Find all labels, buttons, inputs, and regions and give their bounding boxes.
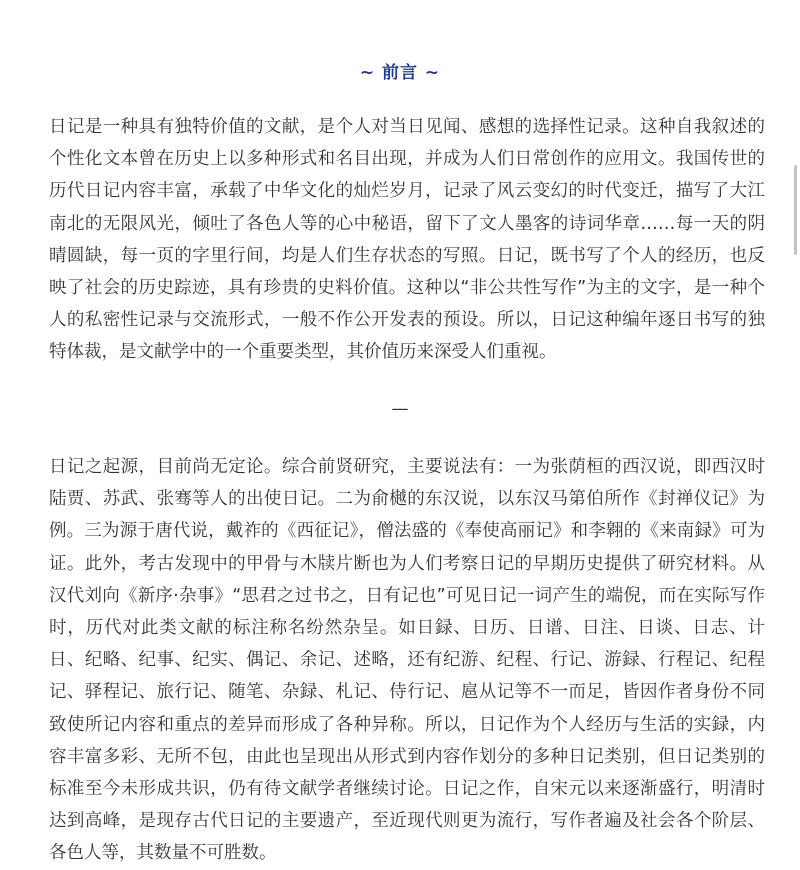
section-divider: — xyxy=(391,399,409,419)
page-title: ~ 前言 ~ xyxy=(359,63,441,83)
intro-paragraph-1: 日记是一种具有独特价值的文献，是个人对当日见闻、感想的选择性记录。这种自我叙述的个性化文本曾在历史上以多种形式和名目出现，并成为人们日常创作的应用文。我国传世的历代日记内容丰富，承载了中华文化的灿烂岁月，记录了风云变幻的时代变迁，描写了大江南北的无限风光，倾吐了各色人等的心中秘语，留下了文人墨客的诗词华章……每一天的阴晴圆缺，每一页的字里行间，均是人们生存状态的写照。日记，既书写了个人的经历，也反映了社会的历史踪迹，具有珍贵的史料价值。这种以“非公共性写作”为主的文字，是一种个人的私密性记录与交流形式，一般不作公开发表的预设。所以，日记这种编年逐日书写的独特体裁，是文献学中的一个重要类型，其价值历来深受人们重视。 xyxy=(49,117,765,363)
intro-paragraph-2: 日记之起源，目前尚无定论。综合前贤研究，主要说法有：一为张荫桓的西汉说，即西汉时陆贾、苏武、张骞等人的出使日记。二为俞樾的东汉说，以东汉马第伯所作《封禅仪记》为例。三为源于唐代说，戴祚的《西征记》，僧法盛的《奉使高丽记》和李翱的《来南録》可为证。此外，考古发现中的甲骨与木牍片断也为人们考察日记的早期历史提供了研究材料。从汉代刘向《新序·杂事》“思君之过书之，日有记也”可见日记一词产生的端倪，而在实际写作时，历代对此类文献的标注称名纷然杂呈。如日録、日历、日谱、日注、日谈、日志、计日、纪略、纪事、纪实、偶记、余记、述略，还有纪游、纪程、行记、游録、行程记、纪程记、驿程记、旅行记、随笔、杂録、札记、侍行记、扈从记等不一而足，皆因作者身份不同致使所记内容和重点的差异而形成了各种异称。所以，日记作为个人经历与生活的实録，内容丰富多彩、无所不包，由此也呈现出从形式到内容作划分的多种日记类别，但日记类别的标准至今未形成共识，仍有待文献学者继续讨论。日记之作，自宋元以来逐渐盛行，明清时达到高峰，是现存古代日记的主要遗产，至近现代则更为流行，写作者遍及社会各个阶层、各色人等，其数量不可胜数。 xyxy=(49,457,765,864)
scrollbar-thumb[interactable] xyxy=(794,165,797,255)
